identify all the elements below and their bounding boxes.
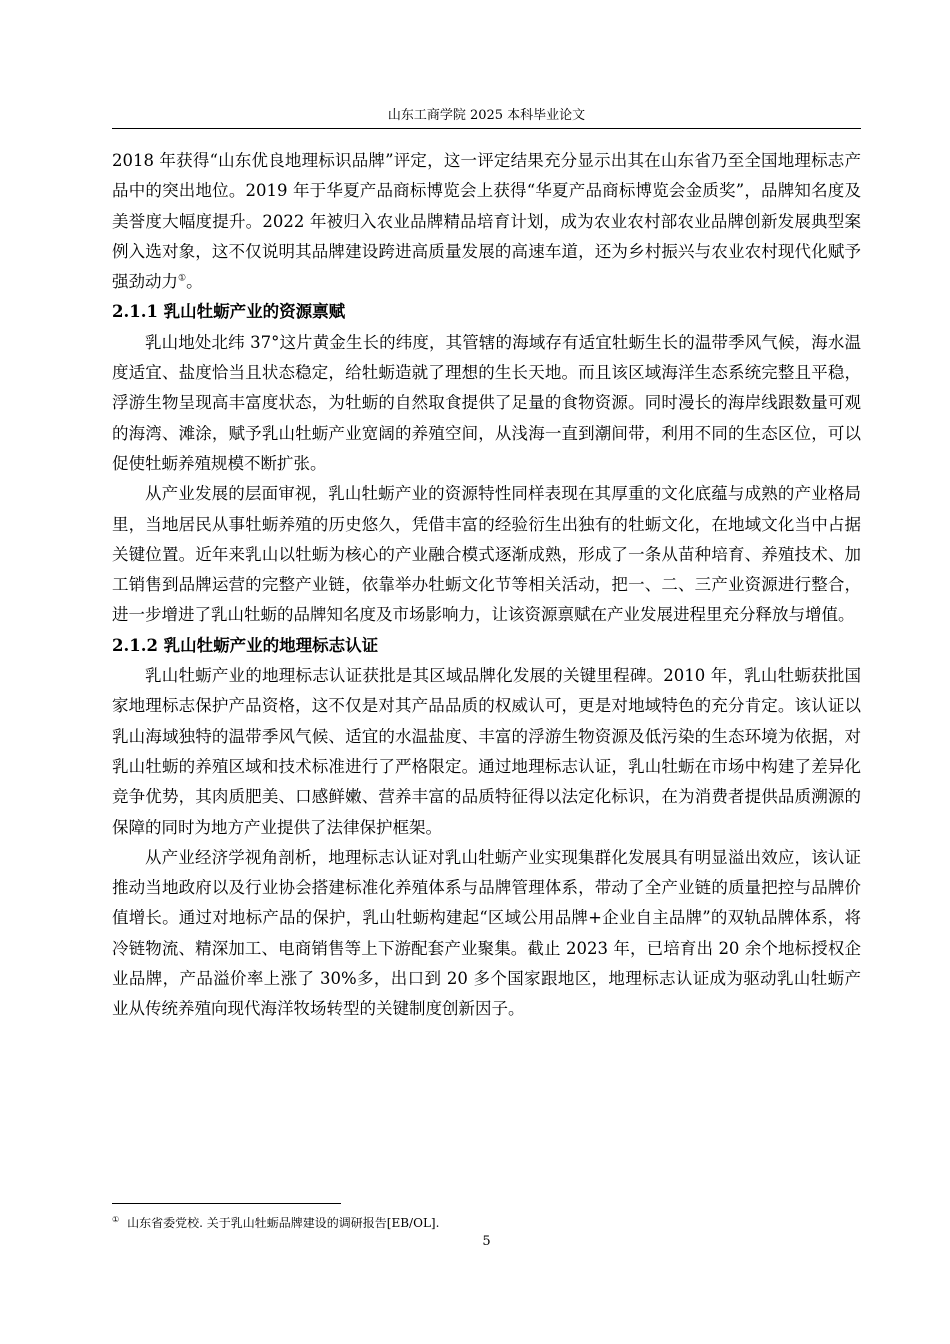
footnote xyxy=(112,1212,861,1231)
paragraph-intro-tail: 。 xyxy=(186,272,203,292)
section-heading-2-1-2: 2.1.2 乳山牡蛎产业的地理标志认证 xyxy=(112,635,379,655)
paragraph-intro-text: 2018 年获得“山东优良地理标识品牌”评定，这一评定结果充分显示出其在山东省乃至全国地理标志产品中的突出地位。2019 年于华夏产品商标博览会上获得“华夏产品商标博览会金质奖”，品牌知名度及美誉度大幅度提升。2022 年被归入农业品牌精品培育计划，成为农业农村部农业品牌创新发展典型案例入选对象，这不仅说明其品牌建设跨进高质量发展的高速车道，还为乡村振兴与农业农村现代化赋予强劲动力 xyxy=(112,151,861,292)
footnote-text: 山东省委党校. 关于乳山牡蛎品牌建设的调研报告[EB/OL]. xyxy=(127,1216,440,1230)
page-body xyxy=(112,146,861,1025)
footnote-mark: ① xyxy=(112,1215,120,1224)
running-header: 山东工商学院 2025 本科毕业论文 xyxy=(387,108,586,123)
header-rule xyxy=(112,128,861,129)
paragraph-certification-2: 从产业经济学视角剖析，地理标志认证对乳山牡蛎产业实现集群化发展具有明显溢出效应，该认证推动当地政府以及行业协会搭建标准化养殖体系与品牌管理体系，带动了全产业链的质量把控与品牌价值增长。通过对地标产品的保护，乳山牡蛎构建起“区域公用品牌+企业自主品牌”的双轨品牌体系，将冷链物流、精深加工、电商销售等上下游配套产业聚集。截止 2023 年，已培育出 20 余个地标授权企业品牌，产品溢价率上涨了 30%多，出口到 20 多个国家跟地区，地理标志认证成为驱动乳山牡蛎产业从传统养殖向现代海洋牧场转型的关键制度创新因子。 xyxy=(112,847,861,1019)
footnote-rule xyxy=(112,1203,341,1204)
paragraph-resource-2: 从产业发展的层面审视，乳山牡蛎产业的资源特性同样表现在其厚重的文化底蕴与成熟的产业格局里，当地居民从事牡蛎养殖的历史悠久，凭借丰富的经验衍生出独有的牡蛎文化，在地域文化当中占据关键位置。近年来乳山以牡蛎为核心的产业融合模式逐渐成熟，形成了一条从苗种培育、养殖技术、加工销售到品牌运营的完整产业链，依靠举办牡蛎文化节等相关活动，把一、二、三产业资源进行整合，进一步增进了乳山牡蛎的品牌知名度及市场影响力，让该资源禀赋在产业发展进程里充分释放与增值。 xyxy=(112,484,861,625)
section-heading-2-1-1: 2.1.1 乳山牡蛎产业的资源禀赋 xyxy=(112,302,346,322)
paragraph-resource-1: 乳山地处北纬 37°这片黄金生长的纬度，其管辖的海域存有适宜牡蛎生长的温带季风气候，海水温度适宜、盐度恰当且状态稳定，给牡蛎造就了理想的生长天地。而且该区域海洋生态系统完整且平稳，浮游生物呈现高丰富度状态，为牡蛎的自然取食提供了足量的食物资源。同时漫长的海岸线跟数量可观的海湾、滩涂，赋予乳山牡蛎产业宽阔的养殖空间，从浅海一直到潮间带，利用不同的生态区位，可以促使牡蛎养殖规模不断扩张。 xyxy=(112,332,861,473)
footnote-reference[interactable]: ① xyxy=(178,273,187,284)
paragraph-intro xyxy=(112,146,861,297)
page-number: 5 xyxy=(482,1234,491,1249)
paragraph-certification-1: 乳山牡蛎产业的地理标志认证获批是其区域品牌化发展的关键里程碑。2010 年，乳山牡蛎获批国家地理标志保护产品资格，这不仅是对其产品品质的权威认可，更是对地域特色的充分肯定。该认证以乳山海域独特的温带季风气候、适宜的水温盐度、丰富的浮游生物资源及低污染的生态环境为依据，对乳山牡蛎的养殖区域和技术标准进行了严格限定。通过地理标志认证，乳山牡蛎在市场中构建了差异化竞争优势，其肉质肥美、口感鲜嫩、营养丰富的品质特征得以法定化标识，在为消费者提供品质溯源的保障的同时为地方产业提供了法律保护框架。 xyxy=(112,666,861,837)
